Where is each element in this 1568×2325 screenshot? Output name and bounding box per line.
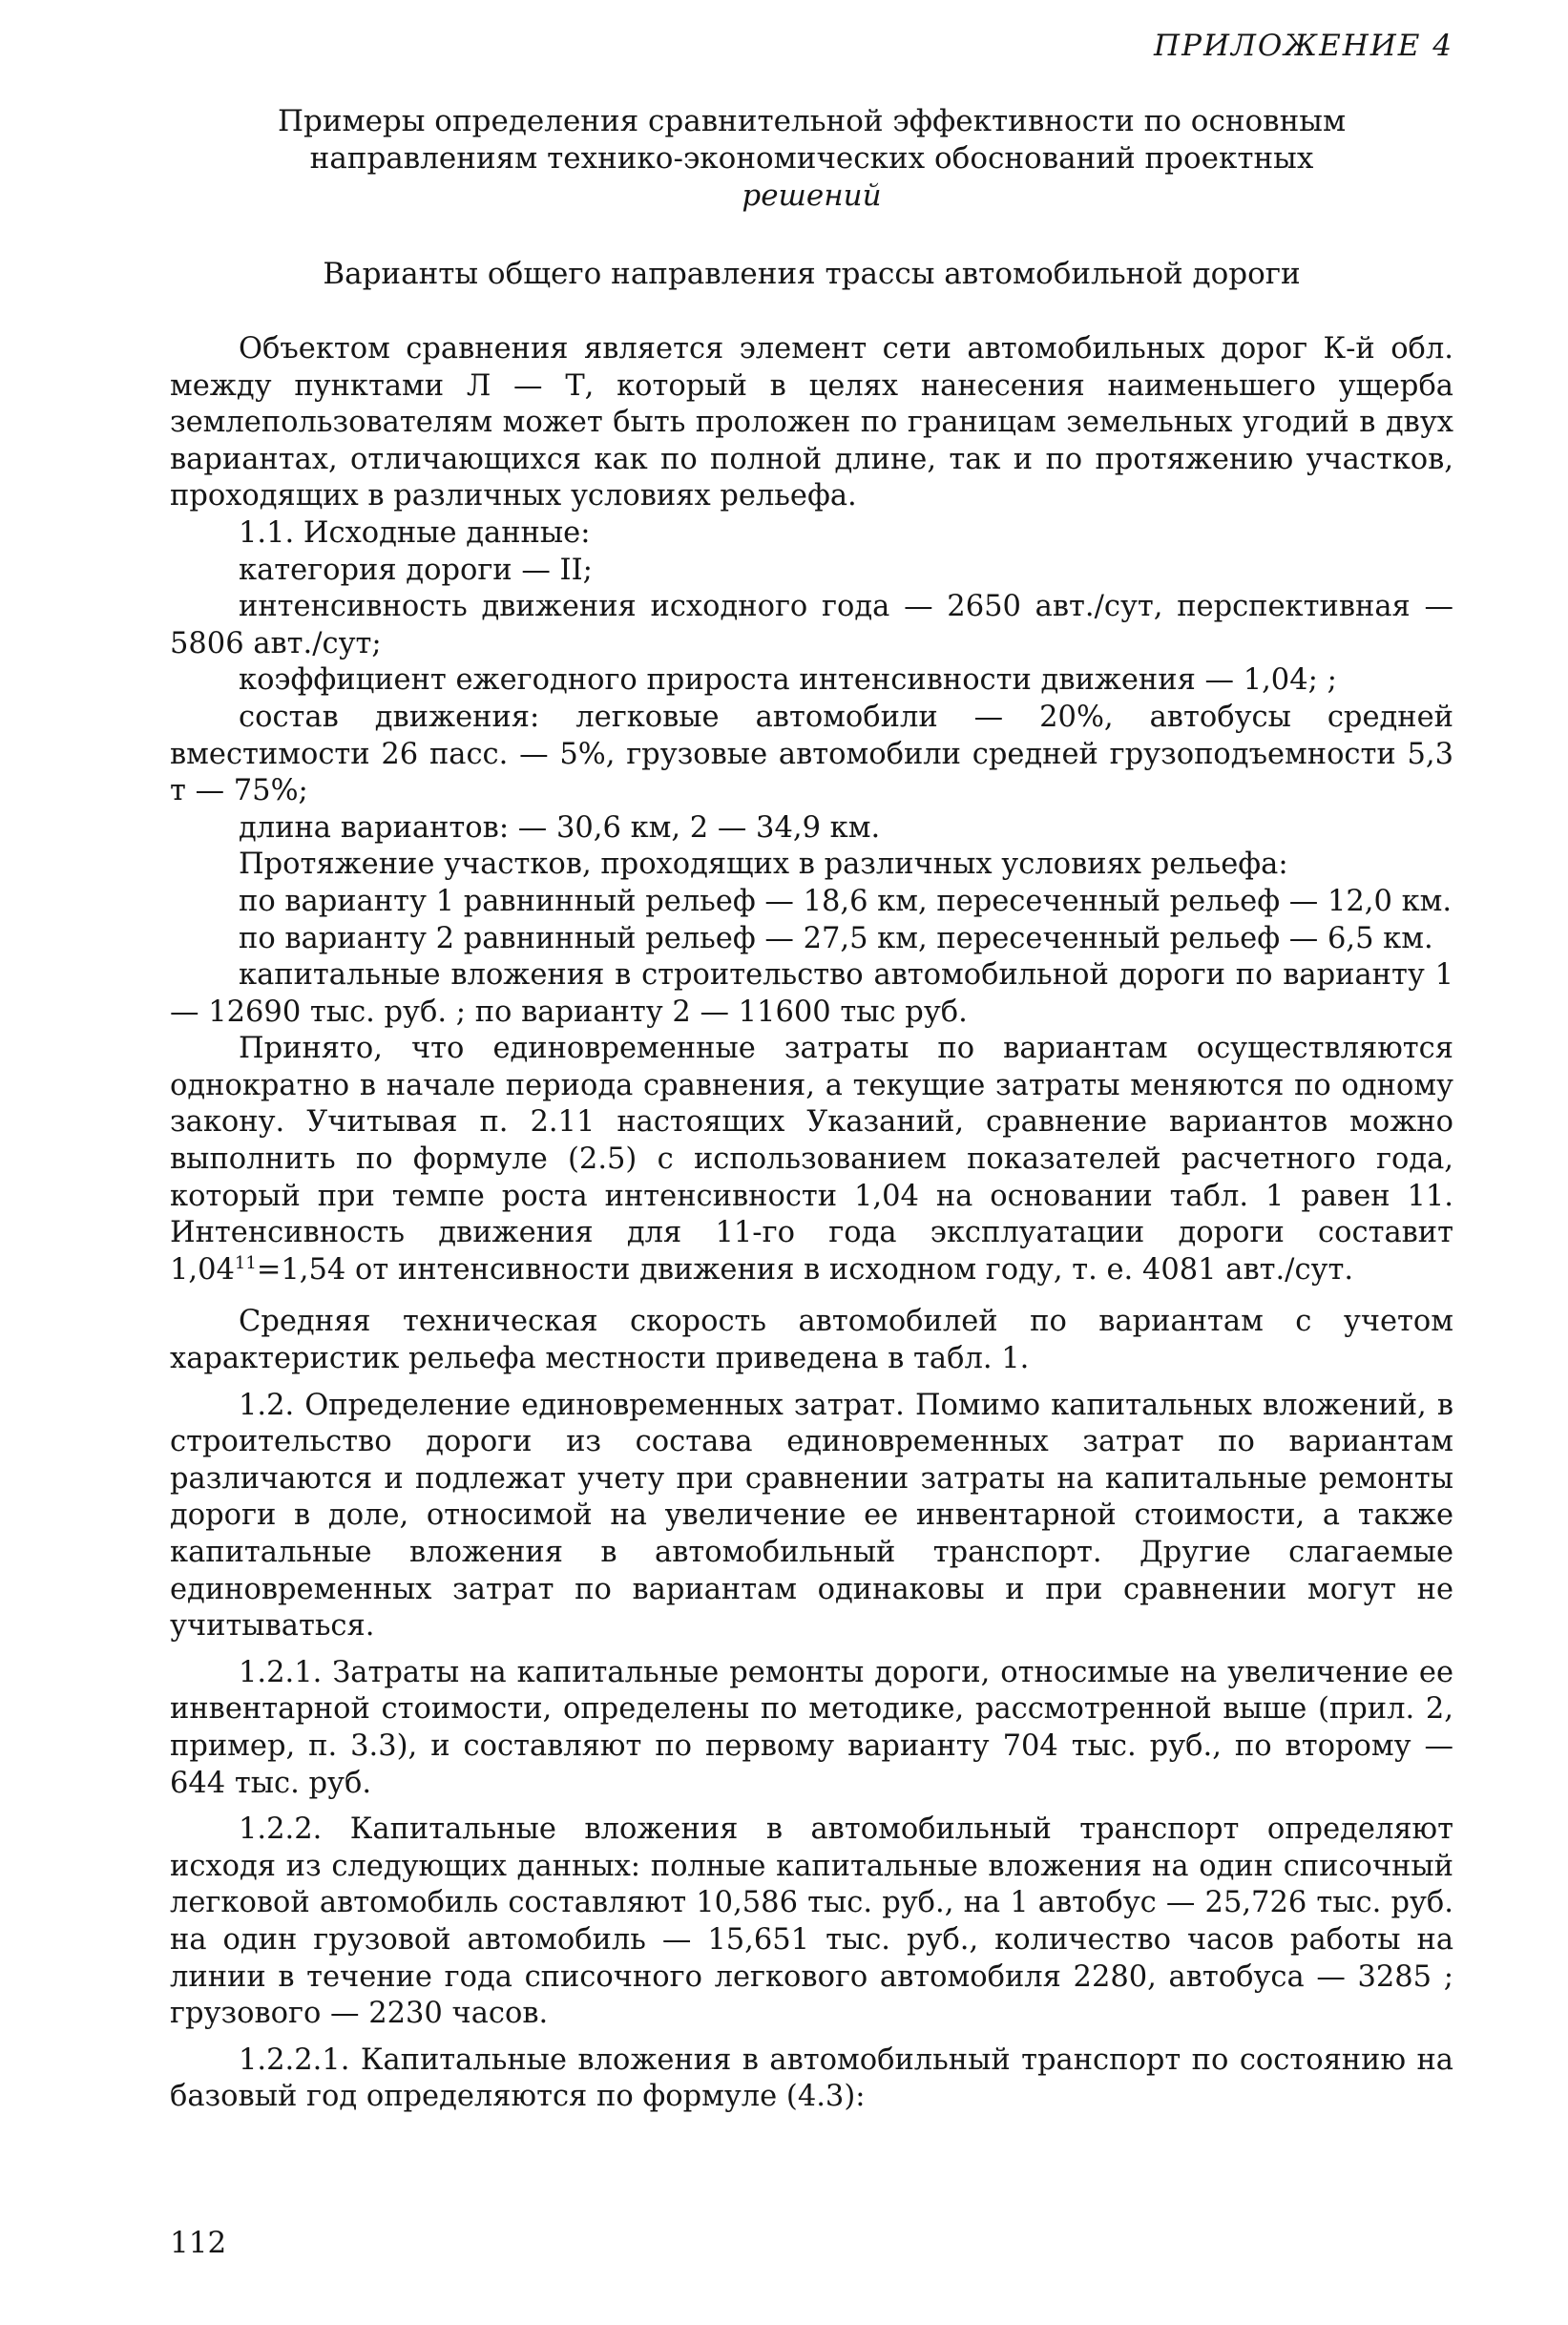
document-page bbox=[170, 27, 1453, 2298]
paragraph-variant-1-terrain: по варианту 1 равнинный рельеф — 18,6 км, пересеченный рельеф — 12,0 км. bbox=[239, 884, 1453, 918]
paragraph-terrain-heading: Протяжение участков, проходящих в различных условиях рельефа: bbox=[239, 848, 1288, 882]
section-subtitle: Варианты общего направления трассы автомобильной дороги bbox=[323, 257, 1301, 291]
page-title-line-3: решений bbox=[742, 178, 882, 213]
paragraph-variant-lengths: длина вариантов: — 30,6 км, 2 — 34,9 км. bbox=[239, 810, 881, 845]
paragraph-capital-investment: капитальные вложения в строительство автомобильной дороги по варианту 1 — 12690 тыс. руб. ; по варианту 2 — 11600 тыс руб. bbox=[170, 958, 1453, 1029]
page-number: 112 bbox=[170, 2226, 227, 2260]
exponent: 11 bbox=[234, 1252, 257, 1273]
paragraph-section-1-2-1: 1.2.1. Затраты на капитальные ремонты дороги, относимые на увеличение ее инвентарной стоимости, определены по методике, рассмотренной выше (прил. 2, пример, п. 3.3), и составляют по первому варианту 704 тыс. руб., по второму — 644 тыс. руб. bbox=[170, 1655, 1453, 1800]
paragraph-traffic-intensity: интенсивность движения исходного года — 2650 авт./сут, перспективная — 5806 авт./сут; bbox=[170, 590, 1453, 660]
paragraph-average-speed: Средняя техническая скорость автомобилей по вариантам с учетом характеристик рельефа местности приведена в табл. 1. bbox=[170, 1305, 1453, 1376]
page-title-line-1: Примеры определения сравнительной эффективности по основным bbox=[277, 104, 1347, 138]
assumptions-text: Принято, что единовременные затраты по вариантам осуществляются однократно в начале периода сравнения, а текущие затраты меняются по одному закону. Учитывая п. 2.11 настоящих Указаний, сравнение вариантов можно выполнить по формуле (2.5) с использованием показателей расчетного года, который при темпе роста интенсивности 1,04 на основании табл. 1 равен 11. Интенсивность движения для 11-го года эксплуатации дороги составит 1,04 bbox=[170, 1032, 1453, 1287]
paragraph-section-1-2: 1.2. Определение единовременных затрат. Помимо капитальных вложений, в строительство дороги из состава единовременных затрат по вариантам различаются и подлежат учету при сравнении затраты на капитальные ремонты дороги в доле, относимой на увеличение ее инвентарной стоимости, а также капитальные вложения в автомобильный транспорт. Другие слагаемые единовременных затрат по вариантам одинаковы и при сравнении могут не учитываться. bbox=[170, 1388, 1453, 1644]
page-title-line-2: направлениям технико-экономических обоснований проектных bbox=[309, 141, 1314, 176]
paragraph-object: Объектом сравнения является элемент сети автомобильных дорог К-й обл. между пунктами Л — Т, который в целях нанесения наименьшего ущерба землепользователям может быть проложен по границам земельных угодий в двух вариантах, отличающихся как по полной длине, так и по протяжению участков, проходящих в различных условиях рельефа. bbox=[170, 332, 1453, 513]
body-text bbox=[170, 331, 1453, 2116]
paragraph-road-category: категория дороги — II; bbox=[239, 553, 593, 587]
appendix-label: ПРИЛОЖЕНИЕ 4 bbox=[1154, 29, 1453, 63]
paragraph-assumptions bbox=[170, 1031, 1453, 1288]
paragraph-section-1-2-2-1: 1.2.2.1. Капитальные вложения в автомобильный транспорт по состоянию на базовый год определяются по формуле (4.3): bbox=[170, 2042, 1453, 2114]
paragraph-variant-2-terrain: по варианту 2 равнинный рельеф — 27,5 км, пересеченный рельеф — 6,5 км. bbox=[239, 921, 1433, 955]
assumptions-text-end: =1,54 от интенсивности движения в исходном году, т. е. 4081 авт./сут. bbox=[256, 1252, 1354, 1287]
paragraph-input-data-heading: 1.1. Исходные данные: bbox=[239, 515, 591, 550]
paragraph-growth-coefficient: коэффициент ежегодного прироста интенсивности движения — 1,04; ; bbox=[239, 663, 1337, 698]
paragraph-traffic-composition: состав движения: легковые автомобили — 20%, автобусы средней вместимости 26 пасс. — 5%, грузовые автомобили средней грузоподъемности 5,3 т — 75%; bbox=[170, 700, 1453, 808]
paragraph-section-1-2-2: 1.2.2. Капитальные вложения в автомобильный транспорт определяют исходя из следующих данных: полные капитальные вложения на один списочный легковой автомобиль составляют 10,586 тыс. руб., на 1 автобус — 25,726 тыс. руб. на один грузовой автомобиль — 15,651 тыс. руб., количество часов работы на линии в течение года списочного легкового автомобиля 2280, автобуса — 3285 ; грузового — 2230 часов. bbox=[170, 1812, 1453, 2031]
